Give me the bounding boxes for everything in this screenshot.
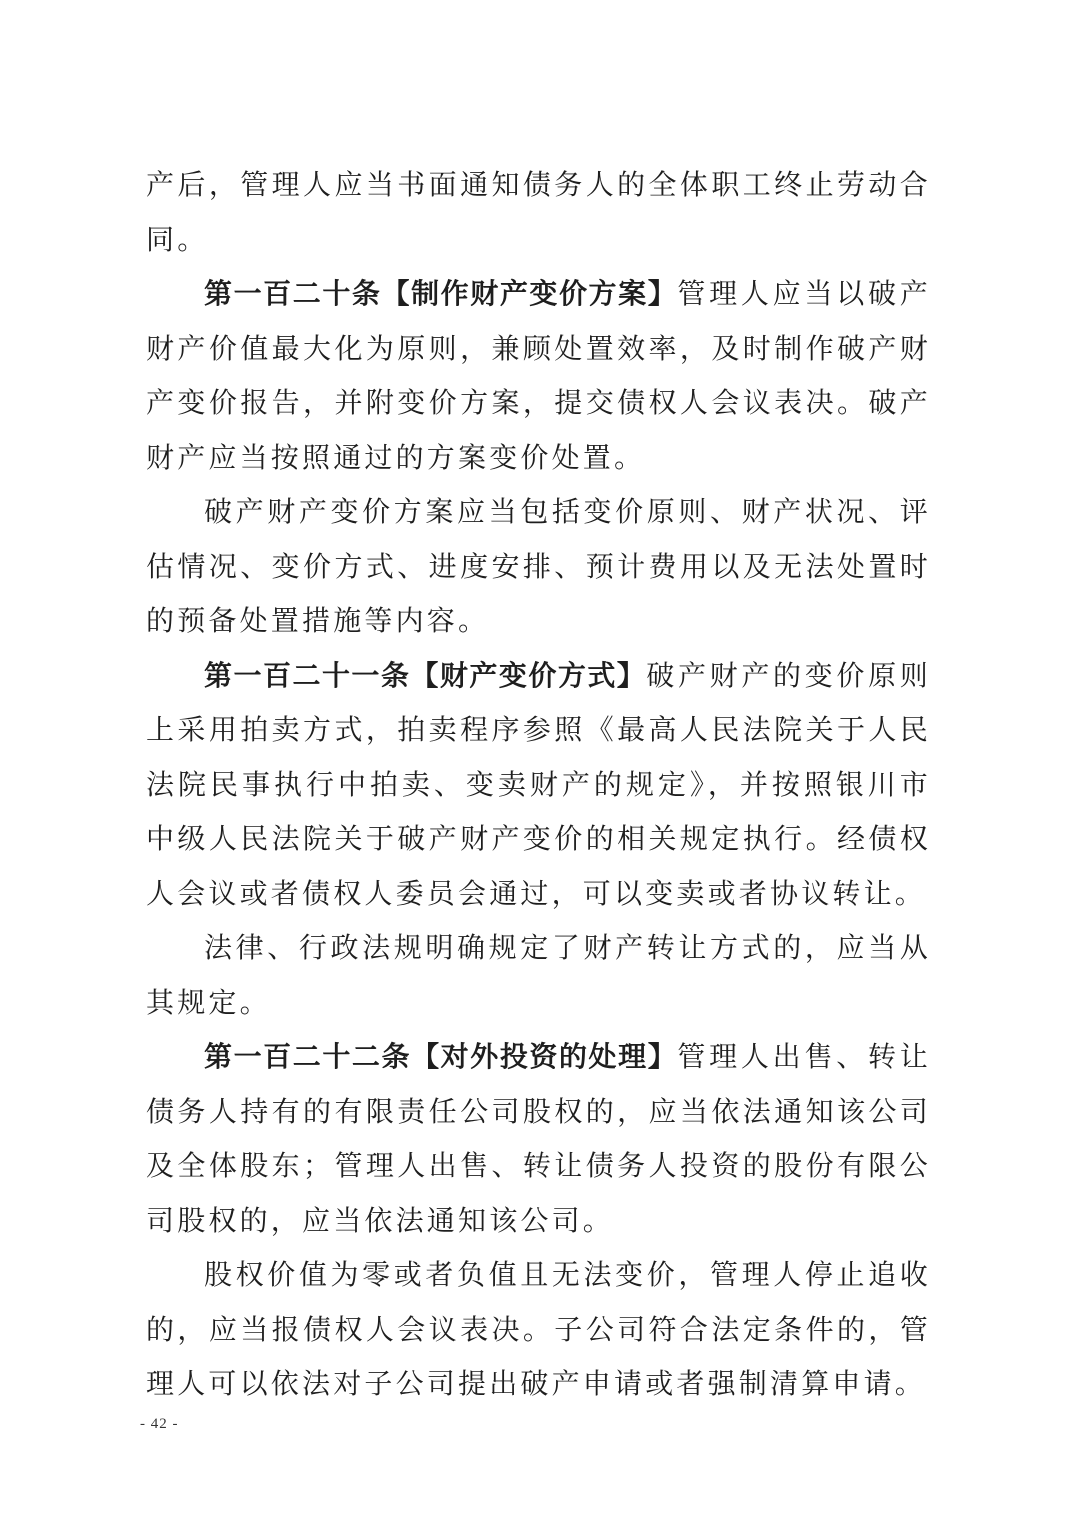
paragraph-3	[146, 485, 931, 649]
paragraph-7	[146, 1248, 931, 1412]
paragraph-1	[146, 158, 931, 267]
paragraph-2	[146, 267, 931, 485]
paragraph-6	[146, 1030, 931, 1248]
paragraph-text: 管理人出售、转让债务人持有的有限责任公司股权的，应当依法通知该公司及全体股东；管理人出售、转让债务人投资的股份有限公司股权的，应当依法通知该公司。	[146, 1040, 931, 1237]
page-number: - 42 -	[140, 1416, 179, 1432]
article-120-heading: 第一百二十条【制作财产变价方案】	[204, 277, 678, 310]
paragraph-text: 法律、行政法规明确规定了财产转让方式的，应当从其规定。	[146, 931, 931, 1019]
article-121-heading: 第一百二十一条【财产变价方式】	[204, 658, 647, 692]
paragraph-text: 产后，管理人应当书面通知债务人的全体职工终止劳动合同。	[146, 168, 931, 256]
paragraph-5	[146, 921, 931, 1030]
article-122-heading: 第一百二十二条【对外投资的处理】	[204, 1040, 678, 1073]
document-body	[146, 158, 931, 1412]
paragraph-text: 股权价值为零或者负值且无法变价，管理人停止追收的，应当报债权人会议表决。子公司符合法定条件的，管理人可以依法对子公司提出破产申请或者强制清算申请。	[146, 1258, 931, 1400]
paragraph-4	[146, 649, 931, 922]
paragraph-text: 管理人应当以破产财产价值最大化为原则，兼顾处置效率，及时制作破产财产变价报告，并附变价方案，提交债权人会议表决。破产财产应当按照通过的方案变价处置。	[146, 277, 931, 474]
paragraph-text: 破产财产变价方案应当包括变价原则、财产状况、评估情况、变价方式、进度安排、预计费用以及无法处置时的预备处置措施等内容。	[146, 495, 931, 637]
paragraph-text: 破产财产的变价原则上采用拍卖方式，拍卖程序参照《最高人民法院关于人民法院民事执行中拍卖、变卖财产的规定》，并按照银川市中级人民法院关于破产财产变价的相关规定执行。经债权人会议或者债权人委员会通过，可以变卖或者协议转让。	[146, 658, 931, 910]
